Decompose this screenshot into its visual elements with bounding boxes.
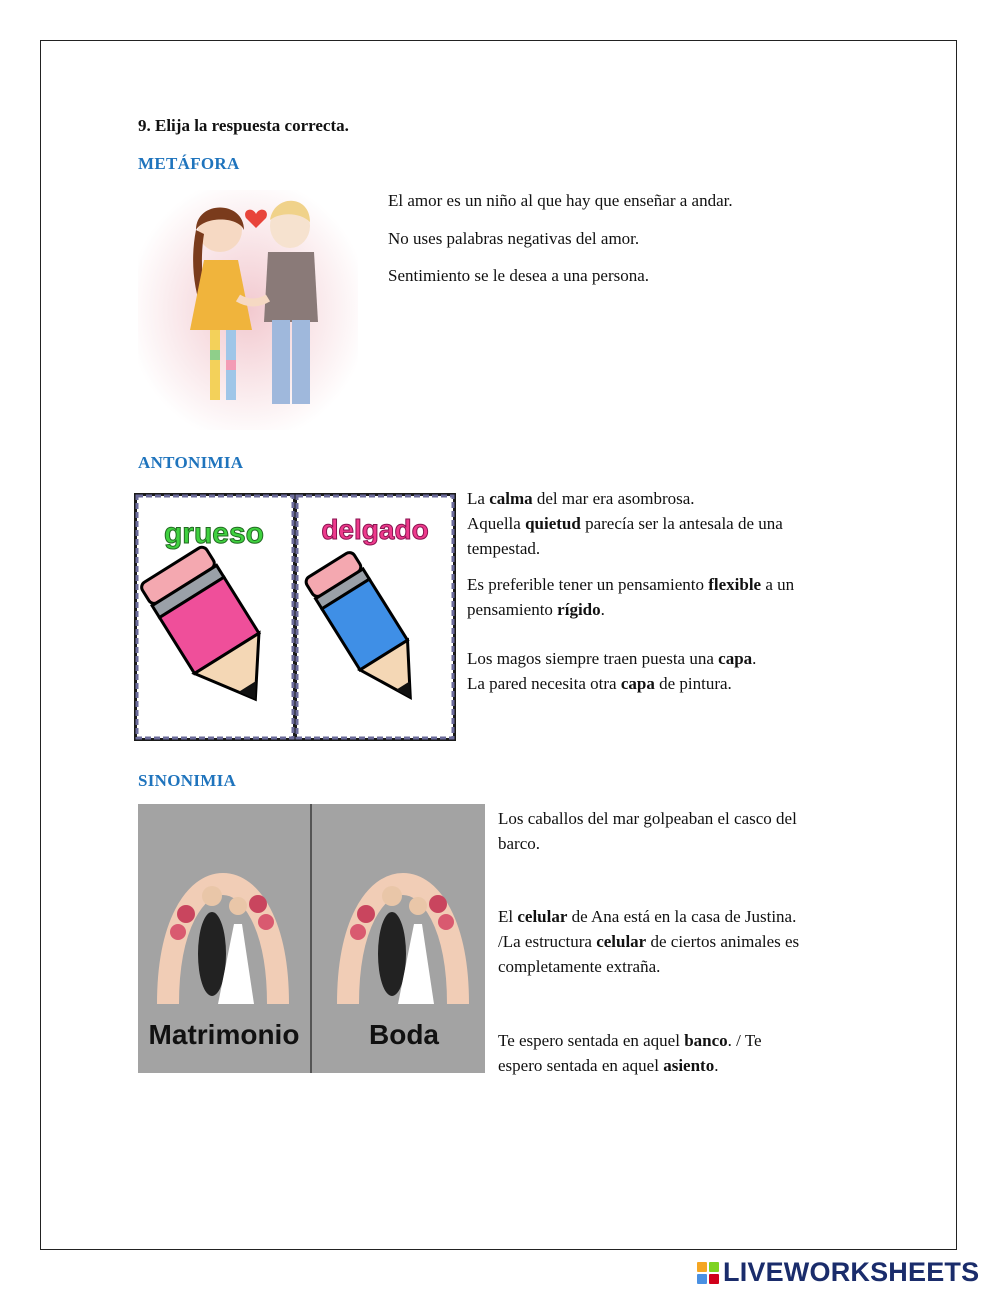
- antonimia-option-2[interactable]: Es preferible tener un pensamiento flexible a un pensamiento rígido.: [467, 575, 795, 619]
- heading-antonimia: ANTONIMIA: [138, 453, 244, 472]
- question-title: 9. Elija la respuesta correcta.: [138, 116, 349, 135]
- metafora-option-2[interactable]: No uses palabras negativas del amor.: [388, 229, 640, 248]
- wedding-arch-left: [168, 884, 278, 1004]
- liveworksheets-logo: [697, 1257, 979, 1288]
- sinonimia-option-1[interactable]: Los caballos del mar golpeaban el casco del barco.: [498, 809, 797, 853]
- metafora-option-1[interactable]: El amor es un niño al que hay que enseñar a andar.: [388, 191, 733, 210]
- brand-text: LIVEWORKSHEETS: [723, 1257, 980, 1287]
- heading-sinonimia: SINONIMIA: [138, 771, 237, 790]
- boda-label: Boda: [369, 1019, 439, 1050]
- metafora-option-3[interactable]: Sentimiento se le desea a una persona.: [388, 266, 650, 285]
- antonimia-option-1[interactable]: La calma del mar era asombrosa. Aquella quietud parecía ser la antesala de una tempestad.: [467, 489, 783, 558]
- antonimia-option-3[interactable]: Los magos siempre traen puesta una capa. La pared necesita otra capa de pintura.: [467, 649, 757, 693]
- synonym-wedding-image: [138, 804, 485, 1073]
- antonym-pencils-image: [134, 493, 456, 741]
- delgado-label: delgado: [321, 514, 429, 545]
- couple-illustration: [138, 190, 358, 430]
- sinonimia-option-3[interactable]: Te espero sentada en aquel banco. / Te espero sentada en aquel asiento.: [498, 1031, 762, 1075]
- logo-icon: [697, 1262, 719, 1284]
- sinonimia-option-2[interactable]: El celular de Ana está en la casa de Justina. /La estructura celular de ciertos animales es completamente extraña.: [498, 907, 800, 976]
- grueso-label: grueso: [163, 517, 265, 550]
- matrimonio-label: Matrimonio: [148, 1019, 300, 1050]
- wedding-arch-right: [348, 884, 458, 1004]
- heading-metafora: METÁFORA: [138, 154, 240, 173]
